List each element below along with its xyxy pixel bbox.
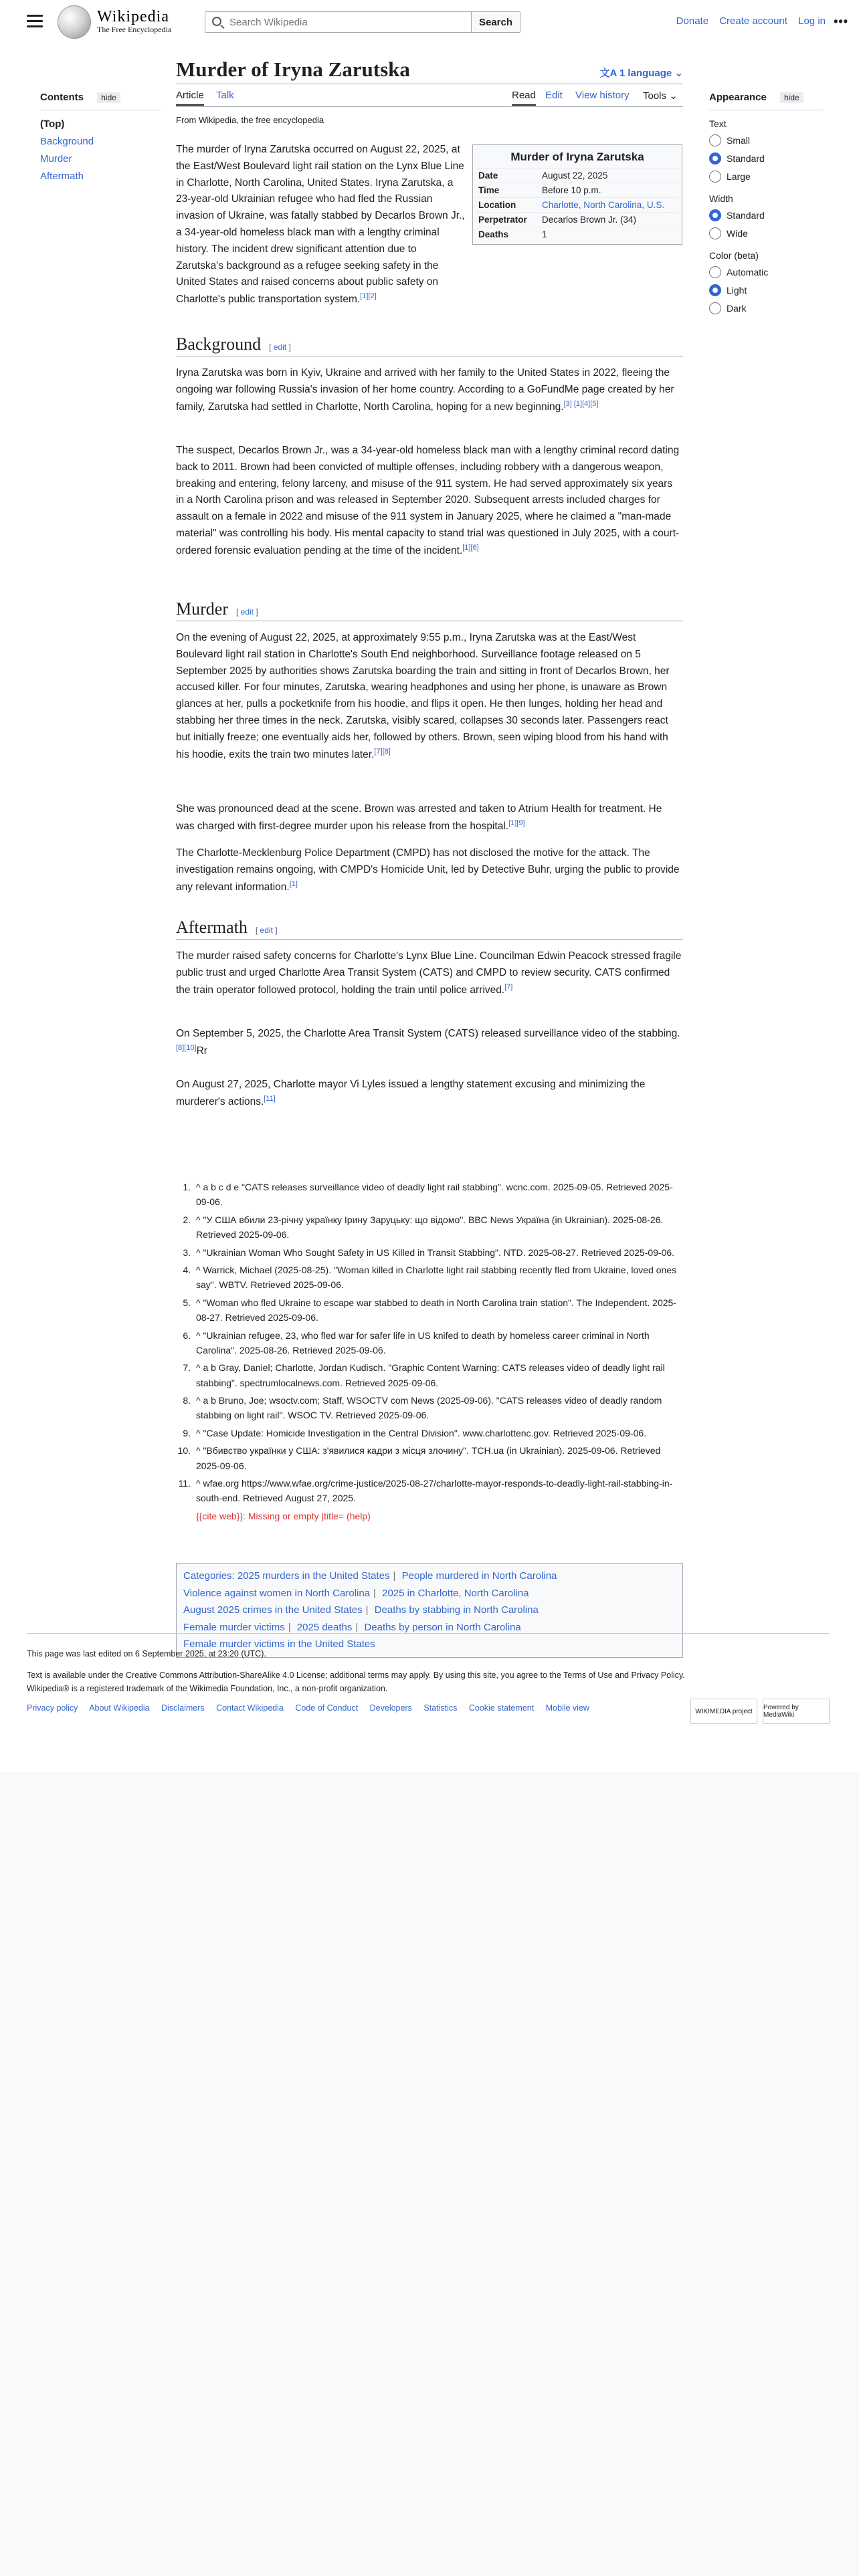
- more-options-icon[interactable]: •••: [834, 15, 848, 28]
- citation[interactable]: [7]: [504, 982, 513, 991]
- separator: |: [365, 1604, 369, 1616]
- radio-label: Wide: [727, 228, 748, 239]
- infobox-row-perpetrator: [476, 212, 678, 227]
- radio-label: Large: [727, 171, 751, 182]
- search-box[interactable]: [205, 11, 472, 33]
- separator: |: [373, 1587, 376, 1599]
- toc-item-top[interactable]: (Top): [40, 118, 65, 130]
- footer-link-developers[interactable]: Developers: [369, 1703, 412, 1713]
- murder-paragraph-3: [176, 845, 683, 896]
- citation[interactable]: [1]: [289, 879, 298, 888]
- log-in-link[interactable]: Log in: [798, 15, 826, 27]
- paragraph-text: On September 5, 2025, the Charlotte Area Transit System (CATS) released surveillance video of the stabbing.: [176, 1028, 680, 1039]
- reference-item: [176, 1476, 683, 1506]
- radio-color-dark[interactable]: [709, 302, 823, 314]
- heading-text: Background: [176, 334, 262, 354]
- footer-link-cookie[interactable]: Cookie statement: [468, 1703, 535, 1713]
- background-paragraph-2: [176, 443, 683, 560]
- reference-item: [176, 1328, 683, 1358]
- user-links: [668, 15, 826, 27]
- infobox-label: Perpetrator: [478, 215, 527, 225]
- category-link[interactable]: Female murder victims in the United States: [183, 1638, 375, 1650]
- tab-view-history[interactable]: View history: [575, 90, 630, 101]
- category-link[interactable]: 2025 deaths: [296, 1621, 353, 1633]
- infobox-value[interactable]: Charlotte, North Carolina, U.S.: [542, 200, 665, 210]
- footer-link-mobile-view[interactable]: Mobile view: [545, 1703, 589, 1713]
- license-text: Text is available under the Creative Commons Attribution-ShareAlike 4.0 License; additional terms may apply. By using this site, you agree to the Terms of Use and Privacy Policy. Wikipedia® is a registered trademark of the Wikimedia Foundation, Inc., a non-profit organization.: [27, 1671, 685, 1693]
- main-menu-icon[interactable]: [27, 15, 43, 28]
- lead-paragraph: [176, 142, 466, 308]
- radio-icon: [709, 171, 721, 183]
- reference-number: 7.: [183, 1362, 191, 1374]
- murder-paragraph-2: [176, 801, 683, 835]
- separator: |: [355, 1621, 359, 1633]
- radio-color-light[interactable]: [709, 284, 823, 296]
- edit-link[interactable]: edit: [260, 926, 273, 935]
- citation[interactable]: [8][10]: [176, 1043, 197, 1052]
- radio-checked-icon: [709, 152, 721, 165]
- infobox-label: Location: [478, 200, 516, 210]
- infobox-row-date: [476, 168, 678, 183]
- chevron-down-icon: ⌄: [666, 90, 678, 102]
- table-of-contents: [40, 92, 161, 188]
- footer-link-about[interactable]: About Wikipedia: [89, 1703, 150, 1713]
- appearance-title: [709, 92, 823, 103]
- section-edit[interactable]: [ edit ]: [235, 607, 258, 617]
- translate-icon: 文A: [599, 68, 619, 79]
- chevron-down-icon: ⌄: [672, 68, 683, 79]
- lead-text: The murder of Iryna Zarutska occurred on August 22, 2025, at the East/West Boulevard light rail station on the Lynx Blue Line in Charlotte, North Carolina, United States. Iryna Zarutska, a 23-year-old Ukrainian refugee who had fled the Russian invasion of Ukraine, was fatally stabbed by Decarlos Brown Jr., a 34-year-old homeless black man with a lengthy criminal history. The incident drew significant attention due to Zarutska's background as a refugee seeking safety in the United States and raised concerns about public safety on Charlotte's public transportation system.: [176, 144, 465, 306]
- reference-number: 11.: [178, 1478, 191, 1489]
- infobox-label: Deaths: [478, 229, 509, 239]
- paragraph-text: The suspect, Decarlos Brown Jr., was a 34-year-old homeless black man with a lengthy criminal record dating back to 2011. Brown had been convicted of multiple offenses, including robbery with a dangerous weapon, breaking and entering, felony larceny, and misuse of the 911 system. He had served approximately six years in a North Carolina prison and was released in September 2020. Subsequent arrests included charges for assault on a female in 2022 and misuse of the 911 system in January 2025, where he claimed a "man-made material" was controlling his body. His mental capacity to stand trial was questioned in July 2025, with a court-ordered forensic evaluation pending at the time of the incident.: [176, 445, 680, 556]
- reference-error: [176, 1509, 683, 1523]
- reference-number: 8.: [183, 1395, 191, 1406]
- appearance-panel: [709, 92, 823, 320]
- reference-text[interactable]: ^ a b Bruno, Joe; wsoctv.com; Staff, WSOCTV com News (2025-09-06). "CATS releases video of deadly random stabbing on light rail". WSOC TV. Retrieved 2025-09-06.: [196, 1395, 662, 1421]
- toc-title-text: Contents: [40, 92, 84, 103]
- mediawiki-badge[interactable]: Powered by MediaWiki: [763, 1699, 830, 1724]
- infobox-row-time: [476, 183, 678, 197]
- tab-read[interactable]: Read: [512, 90, 536, 106]
- search-icon: [212, 17, 221, 26]
- radio-label: Small: [727, 135, 751, 146]
- citation[interactable]: [1][2]: [360, 292, 377, 301]
- tools-menu[interactable]: [643, 90, 678, 102]
- footer-link-disclaimers[interactable]: Disclaimers: [161, 1703, 205, 1713]
- radio-icon: [709, 227, 721, 239]
- radio-checked-icon: [709, 284, 721, 296]
- reference-text[interactable]: ^ a b Gray, Daniel; Charlotte, Jordan Kudisch. "Graphic Content Warning: CATS releases video of deadly light rail stabbing". spectrumlocalnews.com. Retrieved 2025-09-06.: [196, 1362, 665, 1388]
- reference-number: 5.: [183, 1297, 191, 1308]
- infobox-value: Before 10 p.m.: [542, 185, 601, 195]
- reference-item: [176, 1245, 683, 1260]
- category-link[interactable]: Female murder victims: [183, 1621, 285, 1633]
- aftermath-paragraph-3: [176, 1077, 683, 1111]
- category-link[interactable]: August 2025 crimes in the United States: [183, 1604, 363, 1616]
- infobox-value: Decarlos Brown Jr. (34): [542, 215, 637, 225]
- tab-talk[interactable]: Talk: [216, 90, 234, 101]
- infobox-title: Murder of Iryna Zarutska: [510, 150, 644, 163]
- reference-item: [176, 1443, 683, 1473]
- wikipedia-tagline: The Free Encyclopedia: [97, 25, 172, 34]
- footer-link-contact[interactable]: Contact Wikipedia: [216, 1703, 284, 1713]
- radio-label: Light: [727, 285, 747, 296]
- reference-number: 6.: [183, 1329, 191, 1341]
- search-input[interactable]: [228, 12, 469, 32]
- reference-text[interactable]: ^ a b c d e "CATS releases surveillance video of deadly light rail stabbing". wcnc.com. 2025-09-05. Retrieved 2025-09-06.: [196, 1182, 673, 1208]
- category-link[interactable]: People murdered in North Carolina: [401, 1570, 557, 1582]
- infobox-row-location: [476, 197, 678, 212]
- reference-item: [176, 1360, 683, 1390]
- edit-link[interactable]: edit: [273, 342, 287, 352]
- page-title: Murder of Iryna Zarutska: [176, 58, 410, 81]
- separator: |: [288, 1621, 291, 1633]
- reference-text[interactable]: ^ "Вбивство українки у США: з'явилися кадри з місця злочину". TCH.ua (in Ukrainian). 2025-09-06. Retrieved 2025-09-06.: [196, 1445, 661, 1471]
- aftermath-paragraph-2: [176, 1026, 683, 1060]
- category-link[interactable]: 2025 in Charlotte, North Carolina: [382, 1587, 529, 1599]
- radio-text-standard[interactable]: [709, 152, 823, 165]
- category-link[interactable]: 2025 murders in the United States: [237, 1570, 390, 1582]
- reference-number: 3.: [183, 1247, 191, 1258]
- reference-number: 10.: [177, 1445, 191, 1457]
- title-row: [176, 58, 683, 84]
- footer-link-code-of-conduct[interactable]: Code of Conduct: [295, 1703, 359, 1713]
- text-size-label: Text: [709, 118, 727, 129]
- reference-item: [176, 1426, 683, 1440]
- radio-text-large[interactable]: [709, 171, 823, 183]
- paragraph-text: On August 27, 2025, Charlotte mayor Vi Lyles issued a lengthy statement excusing and minimizing the murderer's actions.: [176, 1079, 646, 1107]
- page-tabs: [176, 84, 683, 107]
- color-section: [709, 250, 823, 314]
- radio-icon: [709, 302, 721, 314]
- separator: |: [393, 1570, 396, 1582]
- reference-number: 9.: [183, 1427, 191, 1438]
- toc-title: [40, 92, 161, 103]
- radio-width-wide[interactable]: [709, 227, 823, 239]
- radio-text-small[interactable]: [709, 134, 823, 146]
- reference-number: 2.: [183, 1214, 191, 1225]
- section-edit[interactable]: [ edit ]: [269, 342, 291, 352]
- color-label: Color (beta): [709, 250, 759, 261]
- reference-text[interactable]: ^ "Ukrainian Woman Who Sought Safety in US Killed in Transit Stabbing". NTD. 2025-08-27. Retrieved 2025-09-06.: [196, 1247, 675, 1258]
- reference-text[interactable]: ^ "Case Update: Homicide Investigation in the Central Division". www.charlottenc.gov. Retrieved 2025-09-06.: [196, 1427, 647, 1438]
- category-link[interactable]: Violence against women in North Carolina: [183, 1587, 371, 1599]
- edit-link[interactable]: edit: [240, 607, 254, 617]
- appearance-hide-button[interactable]: hide: [780, 92, 803, 103]
- width-label: Width: [709, 193, 733, 204]
- infobox: [472, 144, 682, 245]
- infobox-label: Date: [478, 171, 498, 181]
- toc-item-aftermath[interactable]: Aftermath: [40, 171, 84, 182]
- radio-label: Standard: [727, 153, 765, 164]
- paragraph-text: On the evening of August 22, 2025, at approximately 9:55 p.m., Iryna Zarutska was at the East/West Boulevard light rail station in Charlotte's South End neighborhood. Surveillance footage released on 5 September 2025 by authorities shows Zarutska boarding the train and sitting in front of Decarlos Brown, her accused killer. For four minutes, Zarutska, wearing headphones and using her phone, is unaware as Brown glances at her, pulls a pocketknife from his hoodie, and flips it open. He then lunges, holding her head and stabbing her three times in the neck. Zarutska, visibly scared, collapses 30 seconds later. Passengers react but initially freeze; one eventually aids her, followed by others. Brown, seen wiping blood from his hand with his hoodie, exits the train two minutes later.: [176, 632, 670, 760]
- site-footer: [27, 1633, 830, 1719]
- category-link[interactable]: Deaths by person in North Carolina: [364, 1621, 521, 1633]
- paragraph-text: The murder raised safety concerns for Charlotte's Lynx Blue Line. Councilman Edwin Peacock stressed fragile public trust and urged Charlotte Area Transit System (CATS) and CMPD to review security. CATS confirmed the train operator followed protocol, holding the train until police arrived.: [176, 950, 682, 996]
- citation[interactable]: [7][8]: [374, 747, 391, 756]
- section-edit[interactable]: [ edit ]: [255, 926, 278, 935]
- citation[interactable]: [3] [1][4][5]: [563, 399, 599, 408]
- infobox-value: 1: [542, 229, 547, 239]
- heading-text: Aftermath: [176, 918, 248, 937]
- section-heading-murder: [176, 599, 683, 621]
- paragraph-tail: Rr: [196, 1045, 207, 1057]
- reference-item: [176, 1263, 683, 1293]
- reference-error-text[interactable]: {{cite web}}: Missing or empty |title= (help): [196, 1510, 371, 1521]
- section-heading-background: [176, 334, 683, 356]
- tools-label: Tools: [643, 90, 667, 102]
- reference-item: [176, 1295, 683, 1325]
- search-button[interactable]: Search: [471, 11, 520, 33]
- site-header: [0, 0, 859, 44]
- reference-item: [176, 1180, 683, 1210]
- reference-text[interactable]: ^ Warrick, Michael (2025-08-25). "Woman killed in Charlotte light rail stabbing recently fled from Ukraine, loved ones say". WBTV. Retrieved 2025-09-06.: [196, 1264, 677, 1291]
- reference-item: [176, 1212, 683, 1243]
- radio-checked-icon: [709, 209, 721, 221]
- paragraph-text: She was pronounced dead at the scene. Brown was arrested and taken to Atrium Health for treatment. He was charged with first-degree murder upon his release from the hospital.: [176, 803, 662, 832]
- toc-item-murder[interactable]: Murder: [40, 153, 72, 165]
- tab-article[interactable]: Article: [176, 90, 204, 106]
- radio-width-standard[interactable]: [709, 209, 823, 221]
- citation[interactable]: [1][6]: [462, 543, 479, 552]
- infobox-value: August 22, 2025: [542, 171, 608, 181]
- footer-link-statistics[interactable]: Statistics: [423, 1703, 458, 1713]
- citation[interactable]: [11]: [264, 1094, 276, 1103]
- reference-text[interactable]: ^ wfae.org https://www.wfae.org/crime-justice/2025-08-27/charlotte-mayor-responds-to-deadly-light-rail-stabbing-in-south-end. Retrieved August 27, 2025.: [196, 1478, 673, 1504]
- section-heading-aftermath: [176, 918, 683, 940]
- language-count: 1 language: [619, 68, 672, 79]
- footer-badges: [690, 1699, 830, 1724]
- aftermath-paragraph-1: [176, 948, 683, 999]
- infobox-row-deaths: [476, 227, 678, 241]
- reference-number: 4.: [183, 1264, 191, 1275]
- tagline: From Wikipedia, the free encyclopedia: [176, 115, 324, 125]
- footer-divider: [27, 1633, 830, 1634]
- references-list: [176, 1180, 683, 1526]
- radio-label: Dark: [727, 303, 747, 314]
- create-account-link[interactable]: Create account: [719, 15, 787, 27]
- width-section: [709, 193, 823, 239]
- radio-label: Automatic: [727, 267, 769, 278]
- last-edited: This page was last edited on 6 September 2025, at 23:20 (UTC).: [27, 1649, 266, 1658]
- reference-text[interactable]: ^ "Ukrainian refugee, 23, who fled war for safer life in US knifed to death by homeless career criminal in North Carolina". 2025-08-26. Retrieved 2025-09-06.: [196, 1329, 650, 1356]
- language-button[interactable]: [599, 66, 683, 80]
- paragraph-text: The Charlotte-Mecklenburg Police Department (CMPD) has not disclosed the motive for the attack. The investigation remains ongoing, with CMPD's Homicide Unit, led by Detective Buhr, urging the public to provide any relevant information.: [176, 847, 680, 893]
- footer-link-privacy[interactable]: Privacy policy: [27, 1703, 78, 1713]
- donate-link[interactable]: Donate: [676, 15, 709, 27]
- radio-icon: [709, 134, 721, 146]
- radio-label: Standard: [727, 210, 765, 221]
- infobox-label: Time: [478, 185, 500, 195]
- background-paragraph-1: [176, 365, 683, 416]
- category-link[interactable]: Deaths by stabbing in North Carolina: [374, 1604, 539, 1616]
- reference-item: [176, 1393, 683, 1423]
- reference-number: 1.: [183, 1182, 191, 1192]
- toc-hide-button[interactable]: hide: [97, 92, 120, 103]
- appearance-title-text: Appearance: [709, 92, 767, 103]
- reference-text[interactable]: ^ "Woman who fled Ukraine to escape war stabbed to death in North Carolina train station". The Independent. 2025-08-27. Retrieved 2025-09-06.: [196, 1297, 676, 1323]
- toc-item-background[interactable]: Background: [40, 136, 94, 147]
- heading-text: Murder: [176, 599, 228, 619]
- text-size-section: [709, 118, 823, 183]
- paragraph-text: Iryna Zarutska was born in Kyiv, Ukraine and arrived with her family to the United States in 2022, fleeing the ongoing war following Russia's invasion of her home country. According to a GoFundMe page created by her family, Zarutska had settled in Charlotte, North Carolina, hoping for a new beginning.: [176, 367, 674, 413]
- citation[interactable]: [1][9]: [508, 819, 525, 827]
- wikipedia-wordmark[interactable]: Wikipedia: [97, 8, 169, 25]
- wikimedia-badge[interactable]: WIKIMEDIA project: [690, 1699, 757, 1724]
- categories-label[interactable]: Categories:: [183, 1570, 235, 1582]
- wikipedia-globe-logo[interactable]: [58, 5, 91, 39]
- radio-icon: [709, 266, 721, 278]
- murder-paragraph-1: [176, 630, 683, 764]
- radio-color-automatic[interactable]: [709, 266, 823, 278]
- tab-edit[interactable]: Edit: [545, 90, 563, 101]
- reference-text[interactable]: ^ "У США вбили 23-річну українку Ірину Заруцьку: що відомо". BBC News Україна (in Ukrainian). 2025-08-26. Retrieved 2025-09-06.: [196, 1214, 664, 1241]
- reference-number: [176, 1509, 196, 1523]
